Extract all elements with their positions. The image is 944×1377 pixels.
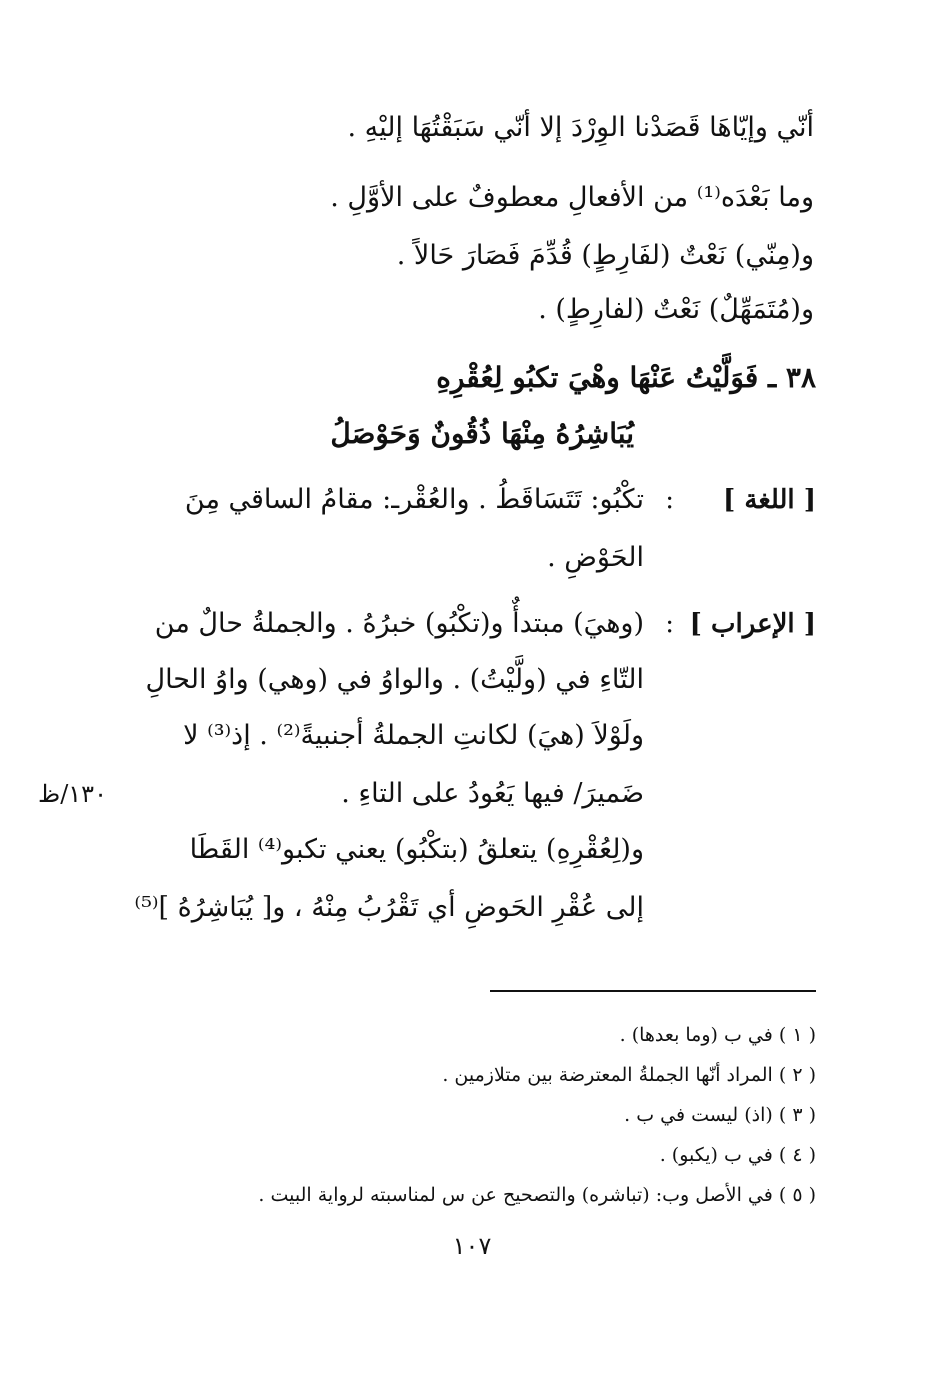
irab-line-5: و(لِعُقْرِهِ) يتعلقُ (بتكْبُو) يعني تكبو⁽⁴⁾ القَطَا	[189, 834, 644, 865]
lugha-line-1: تكْبُو: تَتَسَاقَطُ . والعُقْرـ: مقامُ الساقي مِنَ	[184, 484, 644, 515]
footnote-3: ( ٣ ) (اذ) ليست في ب .	[624, 1104, 816, 1126]
footnote-separator	[490, 990, 816, 992]
body-line-3: و(مِنّي) نَعْتٌ (لفَارِطٍ) قُدِّمَ فَصَارَ حَالاً .	[396, 240, 814, 271]
verse-first-line	[436, 358, 816, 398]
lugha-label: [ اللغة ]	[723, 485, 816, 515]
irab-label: [ الإعراب ]	[689, 609, 816, 639]
body-line-2: وما بَعْدَه⁽¹⁾ من الأفعالِ معطوفٌ على الأوَّلِ .	[330, 182, 814, 213]
margin-folio-note: ١٣٠/ظ	[38, 780, 107, 808]
lugha-separator: :	[665, 485, 674, 515]
lugha-line-2: الحَوْضِ .	[547, 542, 644, 573]
verse-number: ٣٨ ـ	[767, 361, 816, 394]
body-line-1: أنّي وإيّاهَا قَصَدْنا الوِرْدَ إلا أنّي سَبَقْتُهَا إليْهِ .	[347, 112, 814, 143]
footnote-2: ( ٢ ) المراد أنّها الجملةُ المعترضة بين متلازمين .	[442, 1064, 816, 1086]
footnote-4: ( ٤ ) في ب (يكبو) .	[659, 1144, 816, 1166]
irab-line-4: ضَميرَ/ فيها يَعُودُ على التاءِ .	[341, 778, 644, 809]
irab-separator: :	[665, 609, 674, 639]
footnote-1: ( ١ ) في ب (وما بعدها) .	[619, 1024, 816, 1046]
body-line-4: و(مُتَمَهِّلٌ) نَعْتٌ (لفارِطٍ) .	[538, 294, 814, 325]
footnote-5: ( ٥ ) في الأصل وب: (تباشره) والتصحيح عن س لمناسبته لرواية البيت .	[258, 1184, 816, 1206]
irab-line-1: (وهيَ) مبتدأٌ و(تكْبُو) خبرُهُ . والجملةُ حالٌ من	[154, 608, 644, 639]
irab-line-2: التّاءِ في (ولَّيْتُ) . والواوُ في (وهي) واوُ الحالِ	[145, 664, 644, 695]
page-number: ١٠٧	[452, 1232, 492, 1260]
irab-line-3: ولَوْلاَ (هيَ) لكانتِ الجملةُ أجنبيةً⁽²⁾ . إذ⁽³⁾ لا	[183, 720, 644, 751]
irab-line-6: إلى عُقْرِ الحَوضِ أي تَقْرُبُ مِنْهُ ، و[ يُبَاشِرُهُ ]⁽⁵⁾	[134, 892, 644, 923]
verse-first-half: فَوَلَّيْتُ عَنْهَا وهْيَ تكبُو لِعُقْرِهِ	[436, 361, 759, 394]
verse-second-half: يُبَاشِرُهُ مِنْهَا ذُقُونٌ وَحَوْصَلُ	[330, 417, 634, 450]
